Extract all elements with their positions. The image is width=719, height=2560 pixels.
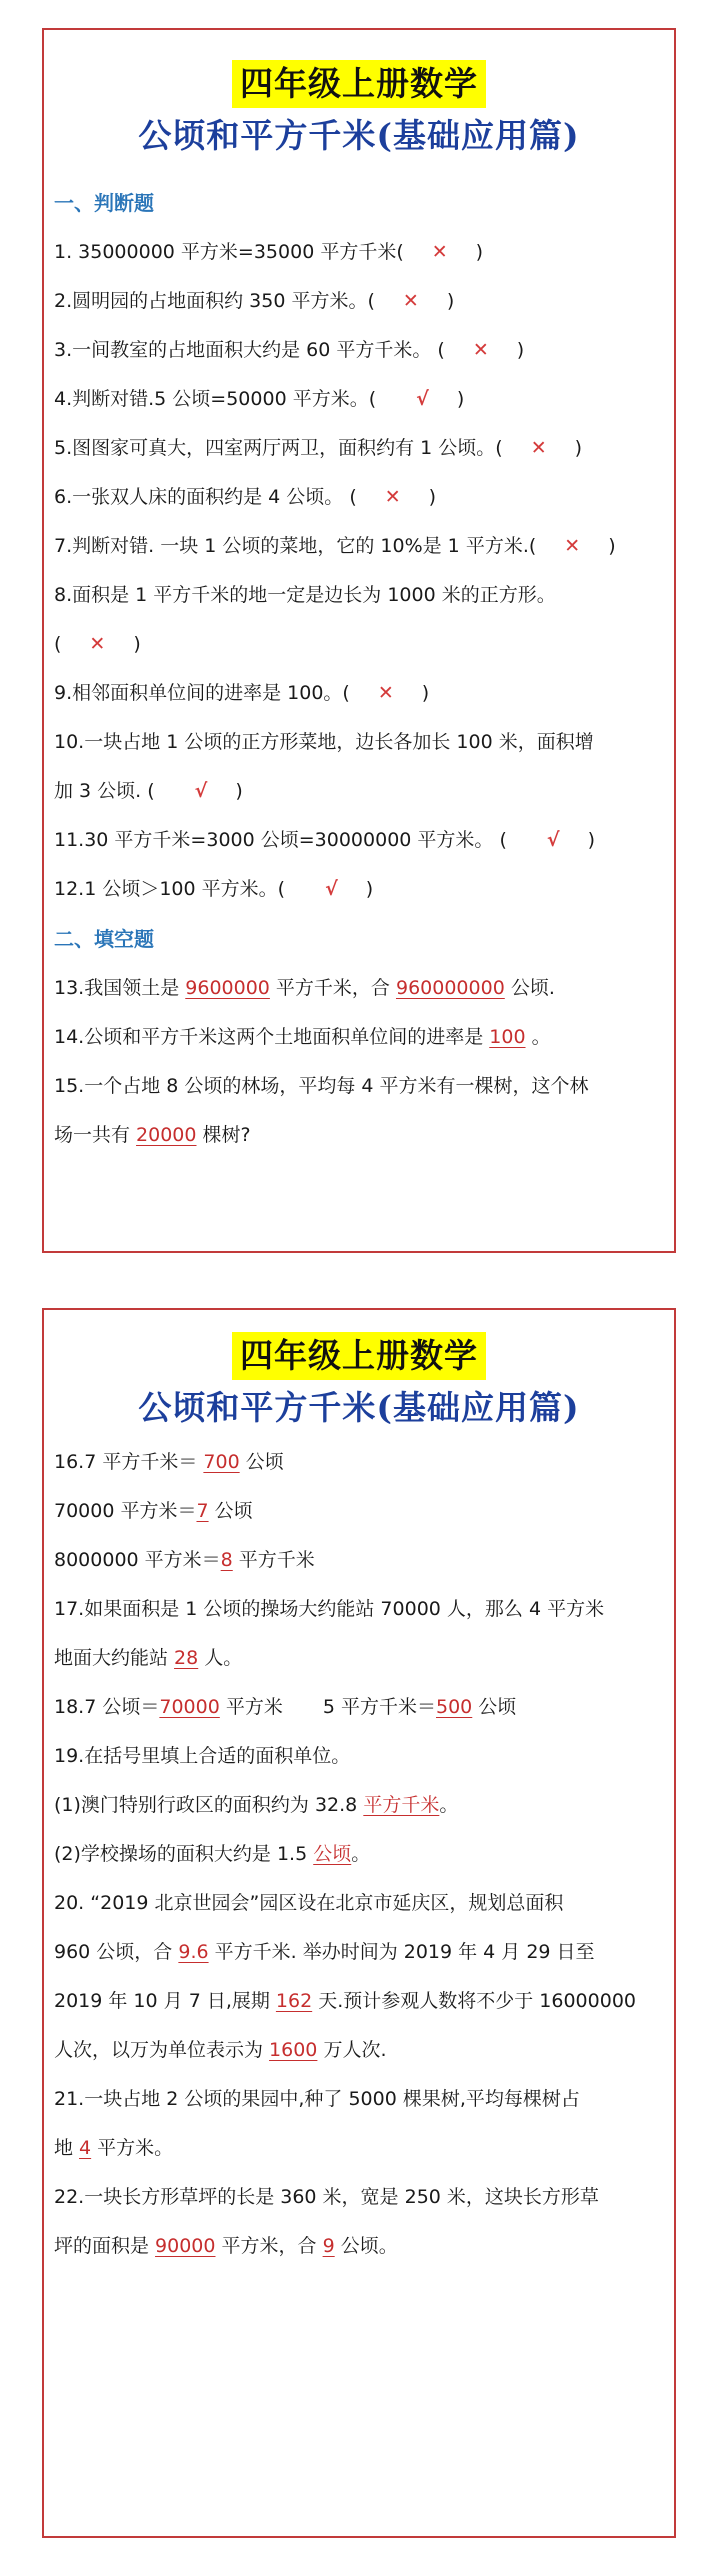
title-block-2 bbox=[44, 1310, 674, 1430]
question-19-1: (1)澳门特别行政区的面积约为 32.8 平方千米。 bbox=[54, 1794, 459, 1816]
question-20-cont-1: 960 公顷，合 9.6 平方千米. 举办时间为 2019 年 4 月 29 日至 bbox=[54, 1941, 595, 1963]
question-22-cont: 坪的面积是 90000 平方米，合 9 公顷。 bbox=[54, 2235, 398, 2257]
check-mark-icon: √ bbox=[546, 829, 560, 851]
question-19-2: (2)学校操场的面积大约是 1.5 公顷。 bbox=[54, 1843, 371, 1865]
cross-mark-icon: ✕ bbox=[384, 486, 401, 508]
title-block-1 bbox=[44, 30, 674, 158]
worksheet-card-1 bbox=[42, 28, 676, 1253]
answer-value: 9600000 bbox=[185, 977, 270, 999]
content-2 bbox=[44, 1438, 674, 2271]
answer-value: 1600 bbox=[269, 2039, 318, 2061]
cross-mark-icon: ✕ bbox=[431, 241, 448, 263]
cross-mark-icon: ✕ bbox=[472, 339, 489, 361]
answer-value: 700 bbox=[203, 1451, 240, 1473]
question-10-cont: 加 3 公顷. ( √ ) bbox=[54, 780, 243, 802]
question-11: 11.30 平方千米=3000 公顷=30000000 平方米。 ( √ ) bbox=[54, 829, 595, 851]
answer-value: 162 bbox=[275, 1990, 313, 2012]
answer-value: 28 bbox=[174, 1647, 199, 1669]
answer-value: 9 bbox=[322, 2235, 335, 2257]
question-12: 12.1 公顷＞100 平方米。( √ ) bbox=[54, 878, 374, 900]
question-20-cont-2: 2019 年 10 月 7 日,展期 162 天.预计参观人数将不少于 16000000 bbox=[54, 1990, 636, 2012]
section-heading-fill-in: 二、填空题 bbox=[54, 927, 154, 951]
answer-value: 90000 bbox=[155, 2235, 216, 2257]
check-mark-icon: √ bbox=[325, 878, 338, 900]
cross-mark-icon: ✕ bbox=[377, 682, 394, 704]
question-4: 4.判断对错.5 公顷=50000 平方米。( √ ) bbox=[54, 388, 465, 410]
question-18: 18.7 公顷＝70000 平方米 5 平方千米＝500 公顷 bbox=[54, 1696, 517, 1718]
answer-value: 500 bbox=[436, 1696, 473, 1718]
question-5: 5.图图家可真大，四室两厅两卫，面积约有 1 公顷。( ✕ ) bbox=[54, 437, 583, 459]
question-20-cont-3: 人次，以万为单位表示为 1600 万人次. bbox=[54, 2039, 387, 2061]
question-21: 21.一块占地 2 公顷的果园中,种了 5000 棵果树,平均每棵树占 bbox=[54, 2088, 580, 2110]
question-13: 13.我国领土是 9600000 平方千米，合 960000000 公顷. bbox=[54, 977, 555, 999]
question-10: 10.一块占地 1 公顷的正方形菜地，边长各加长 100 米，面积增 bbox=[54, 731, 594, 753]
worksheet-card-2 bbox=[42, 1308, 676, 2538]
question-1: 1. 35000000 平方米=35000 平方千米( ✕ ) bbox=[54, 241, 484, 263]
cross-mark-icon: ✕ bbox=[89, 633, 106, 655]
answer-value: 9.6 bbox=[178, 1941, 209, 1963]
question-8-answer: ( ✕ ) bbox=[54, 633, 141, 655]
page-title: 四年级上册数学 bbox=[232, 60, 486, 108]
page-title: 四年级上册数学 bbox=[232, 1332, 486, 1380]
question-15: 15.一个占地 8 公顷的林场，平均每 4 平方米有一棵树，这个林 bbox=[54, 1075, 589, 1097]
question-22: 22.一块长方形草坪的长是 360 米，宽是 250 米，这块长方形草 bbox=[54, 2186, 599, 2208]
answer-value: 70000 bbox=[159, 1696, 220, 1718]
cross-mark-icon: ✕ bbox=[402, 290, 419, 312]
page-subtitle: 公顷和平方千米(基础应用篇) bbox=[138, 1388, 580, 1427]
question-17: 17.如果面积是 1 公顷的操场大约能站 70000 人，那么 4 平方米 bbox=[54, 1598, 605, 1620]
check-mark-icon: √ bbox=[194, 780, 208, 802]
question-16b: 70000 平方米＝7 公顷 bbox=[54, 1500, 253, 1522]
answer-value: 公顷 bbox=[313, 1843, 352, 1865]
answer-value: 8 bbox=[220, 1549, 233, 1571]
answer-value: 7 bbox=[196, 1500, 209, 1522]
answer-value: 4 bbox=[79, 2137, 92, 2159]
question-3: 3.一间教室的占地面积大约是 60 平方千米。 ( ✕ ) bbox=[54, 339, 525, 361]
question-19: 19.在括号里填上合适的面积单位。 bbox=[54, 1745, 351, 1767]
content-1 bbox=[44, 178, 674, 1160]
cross-mark-icon: ✕ bbox=[530, 437, 547, 459]
question-15-cont: 场一共有 20000 棵树? bbox=[54, 1124, 251, 1146]
question-6: 6.一张双人床的面积约是 4 公顷。 ( ✕ ) bbox=[54, 486, 437, 508]
question-21-cont: 地 4 平方米。 bbox=[54, 2137, 174, 2159]
section-heading-judgement: 一、判断题 bbox=[54, 191, 154, 215]
question-14: 14.公顷和平方千米这两个土地面积单位间的进率是 100 。 bbox=[54, 1026, 551, 1048]
answer-value: 20000 bbox=[136, 1124, 197, 1146]
cross-mark-icon: ✕ bbox=[564, 535, 581, 557]
answer-value: 平方千米 bbox=[363, 1794, 440, 1816]
question-2: 2.圆明园的占地面积约 350 平方米。( ✕ ) bbox=[54, 290, 455, 312]
check-mark-icon: √ bbox=[416, 388, 429, 410]
answer-value: 960000000 bbox=[395, 977, 505, 999]
question-17-cont: 地面大约能站 28 人。 bbox=[54, 1647, 243, 1669]
question-16c: 8000000 平方米＝8 平方千米 bbox=[54, 1549, 315, 1571]
question-9: 9.相邻面积单位间的进率是 100。( ✕ ) bbox=[54, 682, 430, 704]
question-7: 7.判断对错. 一块 1 公顷的菜地，它的 10%是 1 平方米.( ✕ ) bbox=[54, 535, 616, 557]
question-8: 8.面积是 1 平方千米的地一定是边长为 1000 米的正方形。 bbox=[54, 584, 556, 606]
page-subtitle: 公顷和平方千米(基础应用篇) bbox=[138, 116, 580, 155]
question-16a: 16.7 平方千米＝ 700 公顷 bbox=[54, 1451, 284, 1473]
question-20: 20. “2019 北京世园会”园区设在北京市延庆区，规划总面积 bbox=[54, 1892, 564, 1914]
answer-value: 100 bbox=[489, 1026, 526, 1048]
